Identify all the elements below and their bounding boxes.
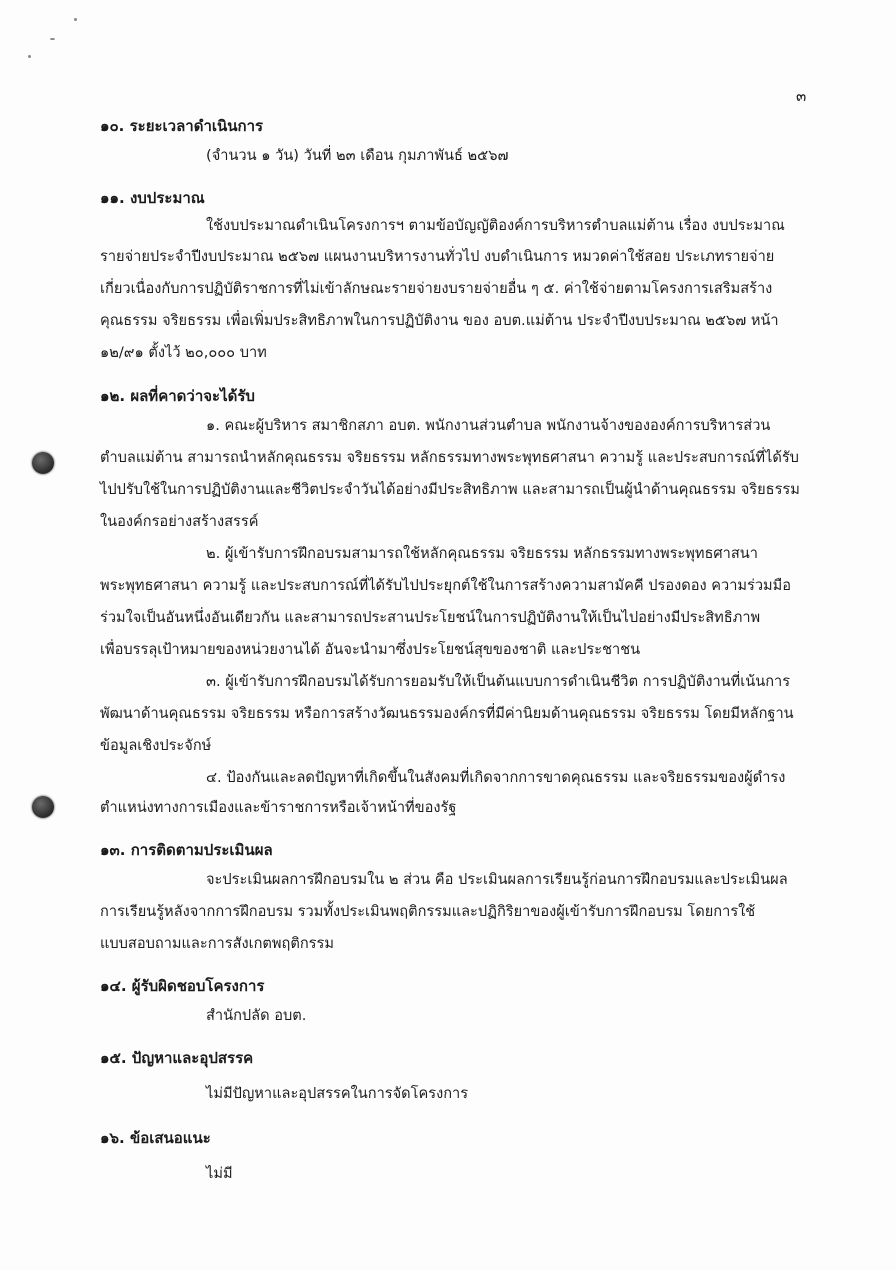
speck bbox=[28, 55, 31, 58]
section-12-heading: ๑๒. ผลที่คาดว่าจะได้รับ bbox=[100, 387, 255, 405]
speck bbox=[50, 38, 55, 40]
punch-hole-top bbox=[32, 452, 54, 474]
section-12-line: ในองค์กรอย่างสร้างสรรค์ bbox=[100, 513, 259, 530]
section-12-line: ๒. ผู้เข้ารับการฝึกอบรมสามารถใช้หลักคุณธรรม จริยธรรม หลักธรรมทางพระพุทธศาสนา bbox=[206, 545, 758, 562]
section-13-line: การเรียนรู้หลังจากการฝึกอบรม รวมทั้งประเมินพฤติกรรมและปฏิกิริยาของผู้เข้ารับการฝึกอบรม โดยการใช้ bbox=[100, 903, 756, 920]
section-13-line: แบบสอบถามและการสังเกตพฤติกรรม bbox=[100, 935, 334, 952]
section-12-line: พัฒนาด้านคุณธรรม จริยธรรม หรือการสร้างวัฒนธรรมองค์กรที่มีค่านิยมด้านคุณธรรม จริยธรรม โดยมีหลักฐาน bbox=[100, 705, 794, 722]
section-12-line: เพื่อบรรลุเป้าหมายของหน่วยงานได้ อันจะนำมาซึ่งประโยชน์สุขของชาติ และประชาชน bbox=[100, 641, 641, 658]
section-15-line: ไม่มีปัญหาและอุปสรรคในการจัดโครงการ bbox=[206, 1085, 469, 1102]
section-14-line: สำนักปลัด อบต. bbox=[206, 1007, 307, 1024]
section-14-heading: ๑๔. ผู้รับผิดชอบโครงการ bbox=[100, 977, 265, 995]
section-15-heading: ๑๕. ปัญหาและอุปสรรค bbox=[100, 1049, 254, 1067]
section-12-line: ๔. ป้องกันและลดปัญหาที่เกิดขึ้นในสังคมที่เกิดจากการขาดคุณธรรม และจริยธรรมของผู้ดำรง bbox=[206, 769, 786, 786]
section-11-heading: ๑๑. งบประมาณ bbox=[100, 189, 205, 207]
section-12-line: ร่วมใจเป็นอันหนึ่งอันเดียวกัน และสามารถประสานประโยชน์ในการปฏิบัติงานให้เป็นไปอย่างมีประสิทธิภาพ bbox=[100, 609, 761, 626]
section-12-line: ๓. ผู้เข้ารับการฝึกอบรมได้รับการยอมรับให้เป็นต้นแบบการดำเนินชีวิต การปฏิบัติงานที่เน้นการ bbox=[206, 673, 791, 690]
section-11-line: คุณธรรม จริยธรรม เพื่อเพิ่มประสิทธิภาพในการปฏิบัติงาน ของ อบต.แม่ต้าน ประจำปีงบประมาณ ๒๕๖๗ หน้า bbox=[100, 312, 779, 329]
section-12-line: ไปปรับใช้ในการปฏิบัติงานและชีวิตประจำวันได้อย่างมีประสิทธิภาพ และสามารถเป็นผู้นำด้านคุณธรรม จริยธรรม bbox=[100, 481, 800, 498]
section-11-line: เกี่ยวเนื่องกับการปฏิบัติราชการที่ไม่เข้าลักษณะรายจ่ายงบรายจ่ายอื่น ๆ ๕. ค่าใช้จ่ายตามโครงการเสริมสร้าง bbox=[100, 280, 773, 297]
section-12-line: ตำแหน่งทางการเมืองและข้าราชการหรือเจ้าหน้าที่ของรัฐ bbox=[100, 799, 457, 816]
section-10-line: (จำนวน ๑ วัน) วันที่ ๒๓ เดือน กุมภาพันธ์ ๒๕๖๗ bbox=[206, 147, 509, 164]
section-11-line: ๑๒/๙๑ ตั้งไว้ ๒๐,๐๐๐ บาท bbox=[100, 344, 267, 361]
section-12-line: ตำบลแม่ต้าน สามารถนำหลักคุณธรรม จริยธรรม หลักธรรมทางพระพุทธศาสนา ความรู้ และประสบการณ์ที่ได้รับ bbox=[100, 449, 799, 466]
section-10-heading: ๑๐. ระยะเวลาดำเนินการ bbox=[100, 117, 264, 135]
section-16-line: ไม่มี bbox=[206, 1165, 233, 1182]
section-12-line: พระพุทธศาสนา ความรู้ และประสบการณ์ที่ได้รับไปประยุกต์ใช้ในการสร้างความสามัคคี ปรองดอง ความร่วมมือ bbox=[100, 577, 792, 594]
section-13-heading: ๑๓. การติดตามประเมินผล bbox=[100, 841, 273, 859]
page-number: ๓ bbox=[796, 87, 807, 105]
section-11-line: ใช้งบประมาณดำเนินโครงการฯ ตามข้อบัญญัติองค์การบริหารตำบลแม่ต้าน เรื่อง งบประมาณ bbox=[206, 217, 785, 234]
scan-specks bbox=[0, 0, 120, 90]
section-12-line: ข้อมูลเชิงประจักษ์ bbox=[100, 737, 212, 754]
section-16-heading: ๑๖. ข้อเสนอแนะ bbox=[100, 1129, 211, 1147]
section-11-line: รายจ่ายประจำปีงบประมาณ ๒๕๖๗ แผนงานบริหารงานทั่วไป งบดำเนินการ หมวดค่าใช้สอย ประเภทรายจ่าย bbox=[100, 248, 775, 265]
section-12-line: ๑. คณะผู้บริหาร สมาชิกสภา อบต. พนักงานส่วนตำบล พนักงานจ้างขององค์การบริหารส่วน bbox=[206, 417, 771, 434]
speck bbox=[74, 18, 77, 21]
punch-hole-bottom bbox=[32, 796, 54, 818]
section-13-line: จะประเมินผลการฝึกอบรมใน ๒ ส่วน คือ ประเมินผลการเรียนรู้ก่อนการฝึกอบรมและประเมินผล bbox=[206, 871, 788, 888]
